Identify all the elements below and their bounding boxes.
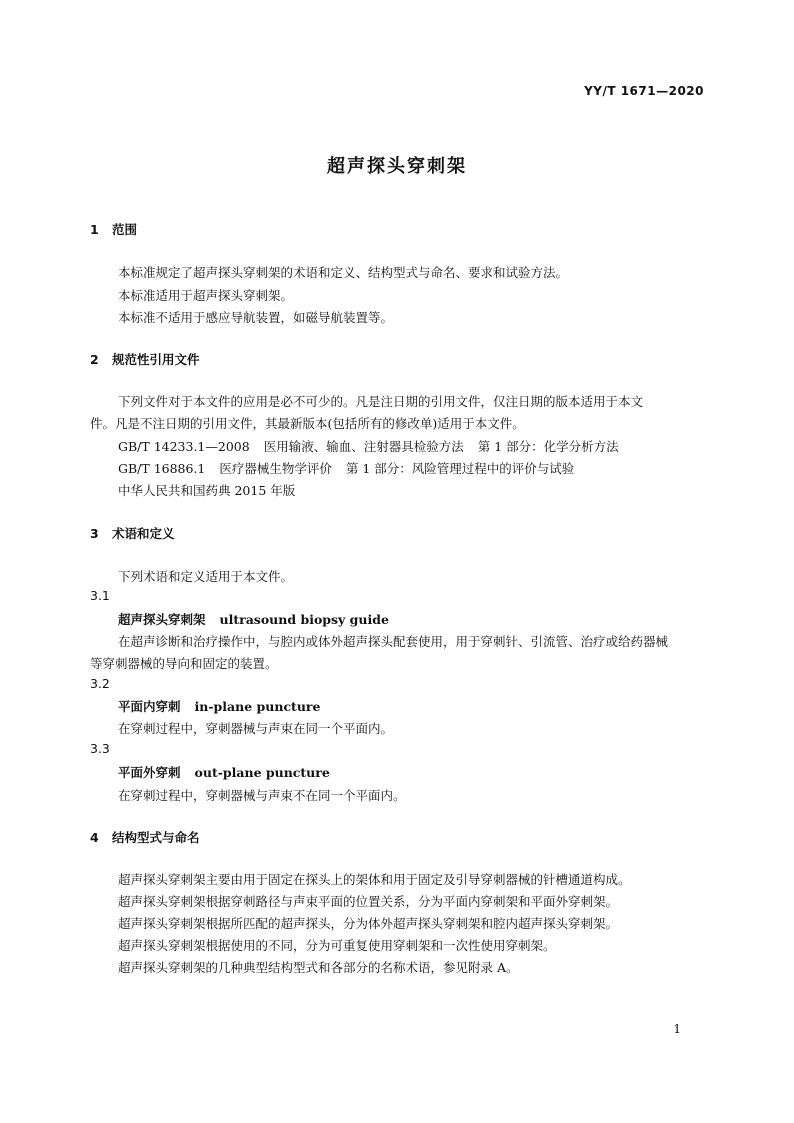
page-number: 1 xyxy=(673,1022,681,1036)
term-zh: 超声探头穿刺架 xyxy=(118,612,206,627)
paragraph: 超声探头穿刺架根据所匹配的超声探头，分为体外超声探头穿刺架和腔内超声探头穿刺架。 xyxy=(118,916,619,931)
section-title: 术语和定义 xyxy=(112,526,175,541)
term-heading xyxy=(118,697,320,715)
section-4-heading xyxy=(90,828,200,846)
term-number: 3.3 xyxy=(90,741,110,756)
section-title: 规范性引用文件 xyxy=(112,352,200,367)
term-number: 3.2 xyxy=(90,676,110,691)
term-number: 3.1 xyxy=(90,588,110,603)
paragraph: 下列术语和定义适用于本文件。 xyxy=(118,569,294,584)
standard-number: YY/T 1671—2020 xyxy=(584,84,704,98)
section-number: 3 xyxy=(90,526,99,541)
reference-part: 第 1 部分：风险管理过程中的评价与试验 xyxy=(345,461,575,476)
reference-title: 医用输液、输血、注射器具检验方法 xyxy=(263,439,464,454)
reference-item xyxy=(118,437,619,455)
reference-item xyxy=(118,459,574,477)
section-2-heading xyxy=(90,350,200,368)
paragraph: 件。凡是不注日期的引用文件，其最新版本(包括所有的修改单)适用于本文件。 xyxy=(90,416,525,431)
section-1-heading xyxy=(90,220,137,238)
term-en: in-plane puncture xyxy=(194,699,321,714)
section-title: 结构型式与命名 xyxy=(112,830,200,845)
paragraph: 超声探头穿刺架的几种典型结构型式和各部分的名称术语，参见附录 A。 xyxy=(118,960,519,975)
paragraph: 超声探头穿刺架主要由用于固定在探头上的架体和用于固定及引导穿刺器械的针槽通道构成。 xyxy=(118,872,631,887)
term-definition: 等穿刺器械的导向和固定的装置。 xyxy=(90,656,278,671)
reference-title: 医疗器械生物学评价 xyxy=(219,461,332,476)
document-title: 超声探头穿刺架 xyxy=(327,156,467,177)
paragraph: 本标准不适用于感应导航装置，如磁导航装置等。 xyxy=(118,310,394,325)
paragraph: 下列文件对于本文件的应用是必不可少的。凡是注日期的引用文件，仅注日期的版本适用于本文 xyxy=(118,394,644,409)
paragraph: 超声探头穿刺架根据穿刺路径与声束平面的位置关系，分为平面内穿刺架和平面外穿刺架。 xyxy=(118,894,619,909)
section-number: 1 xyxy=(90,222,99,237)
term-definition: 在穿刺过程中，穿刺器械与声束在同一个平面内。 xyxy=(118,721,394,736)
term-zh: 平面外穿刺 xyxy=(118,765,181,780)
paragraph: 超声探头穿刺架根据使用的不同，分为可重复使用穿刺架和一次性使用穿刺架。 xyxy=(118,938,556,953)
term-zh: 平面内穿刺 xyxy=(118,699,181,714)
section-title: 范围 xyxy=(112,222,138,237)
paragraph: 本标准规定了超声探头穿刺架的术语和定义、结构型式与命名、要求和试验方法。 xyxy=(118,265,569,280)
reference-part: 第 1 部分：化学分析方法 xyxy=(477,439,619,454)
term-en: out-plane puncture xyxy=(194,765,330,780)
section-number: 4 xyxy=(90,830,99,845)
term-heading xyxy=(118,763,330,781)
reference-code: GB/T 16886.1 xyxy=(118,461,206,476)
reference-item: 中华人民共和国药典 2015 年版 xyxy=(118,483,296,498)
reference-code: GB/T 14233.1—2008 xyxy=(118,439,250,454)
term-en: ultrasound biopsy guide xyxy=(219,612,389,627)
section-number: 2 xyxy=(90,352,99,367)
paragraph: 本标准适用于超声探头穿刺架。 xyxy=(118,288,294,303)
term-definition: 在穿刺过程中，穿刺器械与声束不在同一个平面内。 xyxy=(118,788,406,803)
section-3-heading xyxy=(90,524,175,542)
term-definition: 在超声诊断和治疗操作中，与腔内或体外超声探头配套使用，用于穿刺针、引流管、治疗或给药器械 xyxy=(118,634,669,649)
term-heading xyxy=(118,610,389,628)
